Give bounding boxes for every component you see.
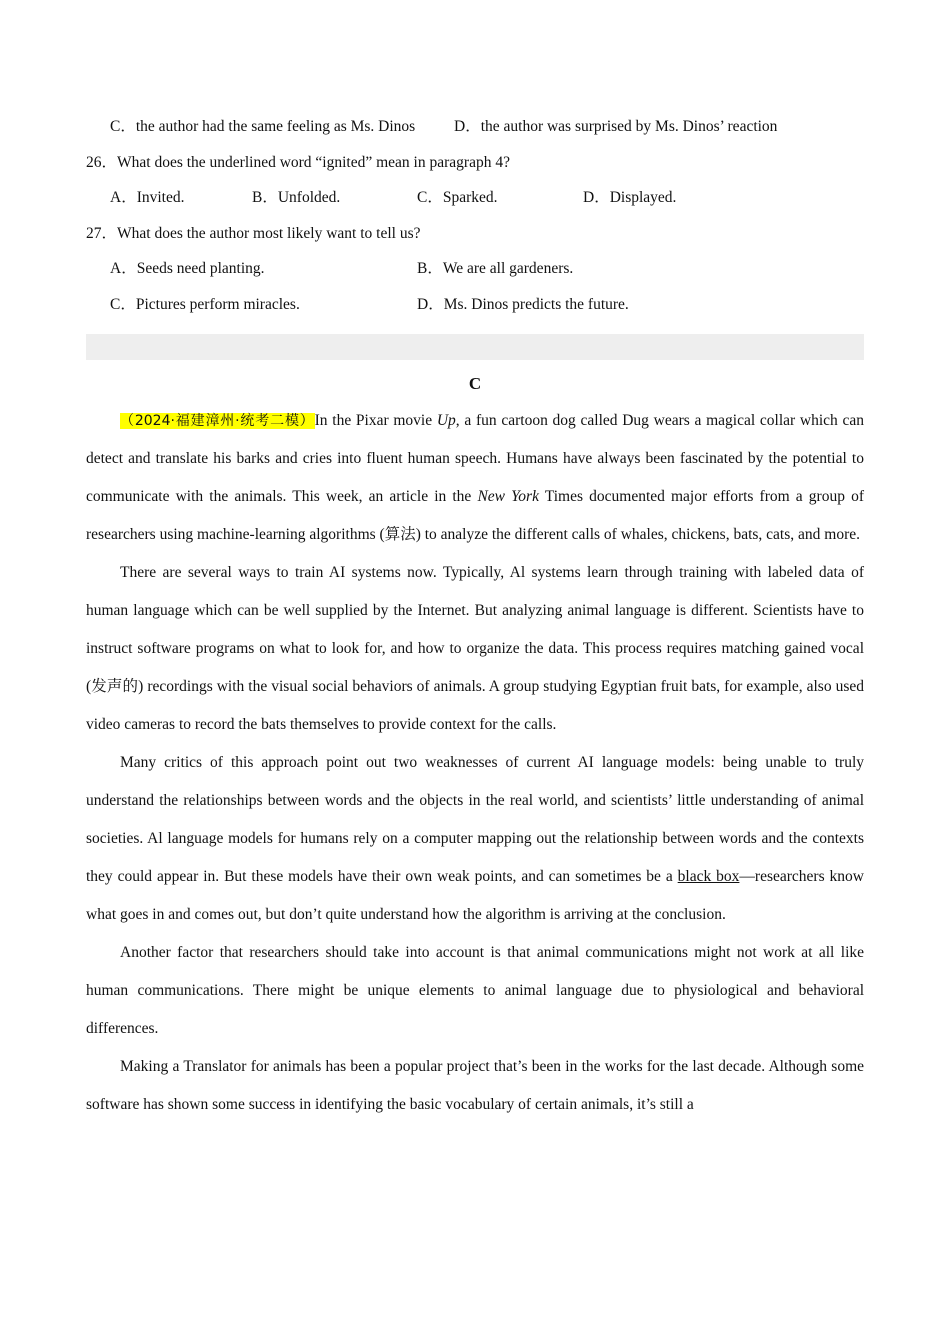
passage-paragraph-1: （2024·福建漳州·统考二模）In the Pixar movie Up, a fun cartoon dog called Dug wears a magical collar which can detect and translate his barks and cries into fluent human speech. Humans have always been fascinated by the potential to communicate with the animals. This week, an article in the New York Times documented major efforts from a group of researchers using machine-learning algorithms (算法) to analyze the different calls of whales, chickens, bats, cats, and more.	[86, 412, 864, 543]
q27-options-cd	[86, 292, 864, 328]
newspaper-name: New York	[477, 488, 539, 505]
q26-options	[86, 185, 864, 221]
section-divider-bar	[86, 334, 864, 360]
q26-option-c: C．Sparked.	[417, 189, 498, 206]
underlined-phrase: black box	[677, 868, 740, 885]
q27-option-b: B．We are all gardeners.	[417, 260, 574, 277]
q25-options-cd	[86, 114, 864, 150]
q25-option-c: C．the author had the same feeling as Ms. Dinos	[110, 118, 416, 135]
passage-paragraph-4: Another factor that researchers should take into account is that animal communications might not work at all like human communications. There might be unique elements to animal language due to physiological and behavioral differences.	[86, 944, 864, 1037]
movie-title: Up	[436, 412, 456, 429]
q27-option-a: A．Seeds need planting.	[110, 260, 265, 277]
q27-stem: 27．What does the author most likely want to tell us?	[86, 225, 421, 242]
source-tag: （2024·福建漳州·统考二模）	[120, 413, 315, 429]
section-title: C	[468, 374, 482, 393]
q25-option-d: D．the author was surprised by Ms. Dinos’ reaction	[454, 118, 778, 135]
q27-option-d: D．Ms. Dinos predicts the future.	[417, 296, 629, 313]
q26-option-a: A．Invited.	[110, 189, 185, 206]
q26-option-b: B．Unfolded.	[252, 189, 341, 206]
document-page	[86, 114, 864, 1124]
q26-stem: 26．What does the underlined word “ignited” mean in paragraph 4?	[86, 154, 510, 171]
passage-paragraph-3: Many critics of this approach point out two weaknesses of current AI language models: being unable to truly understand the relationships between words and the objects in the real world, and scientists’ little understanding of animal societies. Al language models for humans rely on a computer mapping out the relationship between words and the contexts they could appear in. But these models have their own weak points, and can sometimes be a black box—researchers know what goes in and comes out, but don’t quite understand how the algorithm is arriving at the conclusion.	[86, 754, 864, 923]
q27-options-ab	[86, 256, 864, 292]
q26-option-d: D．Displayed.	[583, 189, 677, 206]
passage-paragraph-2: There are several ways to train AI systems now. Typically, Al systems learn through training with labeled data of human language which can be well supplied by the Internet. But analyzing animal language is different. Scientists have to instruct software programs on what to look for, and how to organize the data. This process requires matching gained vocal (发声的) recordings with the visual social behaviors of animals. A group studying Egyptian fruit bats, for example, also used video cameras to record the bats themselves to provide context for the calls.	[86, 564, 864, 733]
q27-option-c: C．Pictures perform miracles.	[110, 296, 300, 313]
passage-paragraph-5: Making a Translator for animals has been a popular project that’s been in the works for the last decade. Although some software has shown some success in identifying the basic vocabulary of certain animals, it’s still a	[86, 1058, 864, 1113]
